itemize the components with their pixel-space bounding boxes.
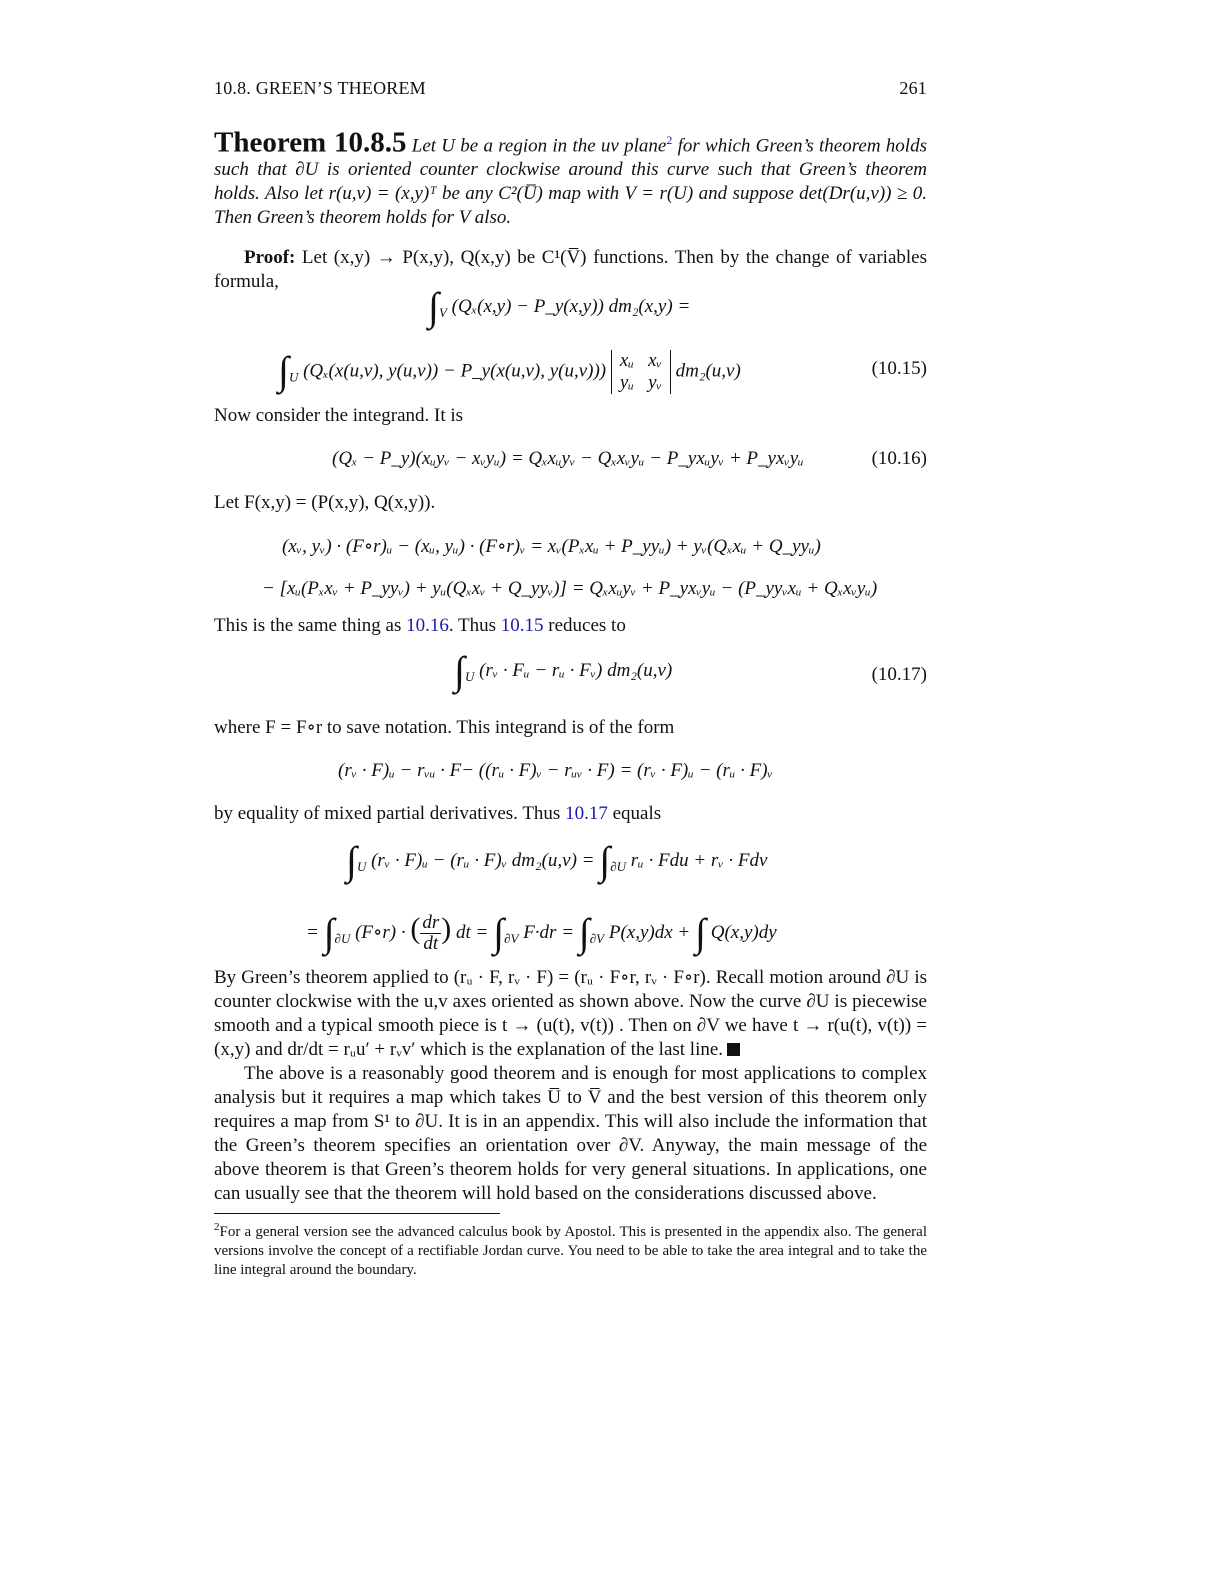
equation-link[interactable]: 10.17: [565, 803, 608, 824]
integral-domain: ∂U: [334, 931, 351, 946]
paragraph-text: By Green’s theorem applied to (rᵤ · F, rᵥ · F) = (rᵤ · F∘r, rᵥ · F∘r). Recall motion around ∂U is counter clockwise with the u,v axes oriented as shown above. Now the curve ∂U is piecewise smooth and a typical smooth piece is t → (u(t), v(t)) . Then on ∂V we have t → r(u(t), v(t)) = (x,y) and dr/dt = rᵤu′ + rᵥv′ which is the explanation of the last line.: [214, 967, 927, 1060]
equation-tail: dm₂(u,v): [675, 360, 741, 382]
equation-area-integral: [214, 284, 927, 336]
integral-domain: U: [356, 859, 367, 874]
footnote-rule: [214, 1213, 500, 1214]
text-where: where F = F∘r to save notation. This integrand is of the form: [214, 717, 675, 738]
det-entry: yᵤ: [619, 372, 634, 393]
equation-text: (rᵥ · Fᵤ − rᵤ · Fᵥ) dm₂(u,v): [479, 660, 673, 681]
equation-10-17: [214, 648, 927, 700]
section-title: 10.8. GREEN’S THEOREM: [214, 78, 426, 98]
proof-text: Let (x,y) → P(x,y), Q(x,y) be C¹(V̅) functions. Then by the change of variables formula,: [214, 247, 927, 292]
integral-sign: ∫: [278, 348, 289, 394]
proof-intro: [214, 246, 927, 294]
text-same-thing: [214, 614, 927, 638]
integral-sign: ∫: [695, 910, 706, 955]
integral-domain: U: [288, 369, 299, 385]
integral-sign: ∫: [493, 910, 505, 955]
text-fragment: equals: [607, 803, 662, 824]
equation-text: (rᵥ · F)ᵤ − rᵥᵤ · F− ((rᵤ · F)ᵥ − rᵤᵥ · F) = (rᵥ · F)ᵤ − (rᵤ · F)ᵥ: [338, 760, 773, 781]
paragraph-above: The above is a reasonably good theorem and is enough for most applications to complex analysis but it requires a map which takes U̅ to V̅ and the best version of this theorem only requires a map from S¹ to ∂U. It is in an appendix. This will also include the information that the Green’s theorem specifies an orientation over ∂V. Anyway, the main message of the above theorem is that Green’s theorem holds for very general situations. In applications, one can usually see that the theorem will hold based on the considerations discussed above.: [214, 1063, 927, 1204]
equation-expansion-2: [214, 578, 927, 618]
equation-link[interactable]: 10.16: [406, 615, 449, 636]
equation-text: rᵤ · Fdu + rᵥ · Fdv: [630, 850, 768, 871]
jacobian-determinant: [611, 350, 671, 394]
integral-sign: ∫: [599, 838, 611, 883]
page-number: 261: [899, 78, 927, 98]
equation-integrand-form: [214, 760, 927, 800]
running-header: [214, 78, 927, 99]
text-fragment: by equality of mixed partial derivatives. Thus: [214, 803, 566, 824]
integral-sign: ∫: [323, 910, 335, 955]
equation-number: (10.17): [871, 664, 927, 685]
integral-sign: ∫: [346, 838, 357, 883]
equation-10-15: [214, 348, 927, 394]
theorem-text-2: for which Green’s theorem holds such that ∂U is oriented counter clockwise around this curve such that Green’s theorem holds. Also let r(u,v) = (x,y)ᵀ be any C²(U̅) map with V = r(U) and suppose det(Dr(u,v)) ≥ 0. Then Green’s theorem holds for V also.: [214, 135, 927, 229]
fraction-denominator: dt: [423, 933, 439, 955]
text-fragment: This is the same thing as: [214, 615, 407, 636]
integral-domain: V: [438, 305, 447, 320]
det-entry: xᵤ: [619, 350, 634, 371]
text-fragment: reduces to: [543, 615, 626, 636]
equation-text: P(x,y)dx +: [608, 922, 691, 943]
integral-sign: ∫: [578, 910, 590, 955]
proof-label: Proof:: [244, 247, 296, 268]
footnote-text: For a general version see the advanced calculus book by Apostol. This is presented in the appendix also. The general versions involve the concept of a rectifiable Jordan curve. You need to be able to take the area integral and to take the line integral around the boundary.: [214, 1224, 927, 1278]
equation-line-integral-2: = $\int_{\partial U}$ (F∘r) · ( $\frac{dr}{dt}$ ) dt = $\int_{\partial V}$ $F\cdot dr = \int_{\partial V}$ P(x,y)dx + ∫ Q(x,y)dy: [306, 910, 777, 955]
integral-domain: U: [464, 669, 475, 684]
integral-sign: ∫: [454, 648, 465, 693]
footnote-mark: 2: [214, 1221, 220, 1233]
equation-text: (Qₓ(x,y) − P_y(x,y)) dm₂(x,y) =: [451, 296, 691, 317]
text-integrand: Now consider the integrand. It is: [214, 405, 464, 426]
equation-number: (10.15): [871, 358, 927, 379]
theorem-label: Theorem 10.8.5: [214, 126, 407, 159]
equation-text: (rᵥ · F)ᵤ − (rᵤ · F)ᵥ dm₂(u,v) =: [371, 850, 595, 871]
derivative-fraction: [420, 913, 441, 954]
equation-text: (F∘r) ·: [355, 922, 406, 943]
equation-10-16: [214, 448, 927, 488]
equation-text: (xᵥ, yᵥ) · (F∘r)ᵤ − (xᵤ, yᵤ) · (F∘r)ᵥ = xᵥ(Pₓxᵤ + P_yyᵤ) + yᵥ(Qₓxᵤ + Q_yyᵤ): [282, 536, 821, 557]
equation-text: − [xᵤ(Pₓxᵥ + P_yyᵥ) + yᵤ(Qₓxᵥ + Q_yyᵥ)] = Qₓxᵤyᵥ + P_yxᵥyᵤ − (P_yyᵥxᵤ + Qₓxᵥyᵤ): [262, 578, 878, 599]
integral-domain: ∂V: [504, 931, 519, 946]
det-entry: yᵥ: [648, 372, 662, 393]
footnote-ref[interactable]: 2: [666, 133, 673, 147]
equation-expansion-1: [214, 535, 927, 575]
theorem-text-1: Let U be a region in the uv plane: [411, 135, 667, 157]
text-fragment: . Thus: [448, 615, 501, 636]
footnote: [214, 1218, 927, 1280]
paragraph-green: [214, 966, 927, 1062]
equation-text: F·dr =: [523, 922, 575, 943]
qed-square-icon: [727, 1043, 740, 1056]
equation-text: (Qₓ − P_y)(xᵤyᵥ − xᵥyᵤ) = Qₓxᵤyᵥ − Qₓxᵥyᵤ − P_yxᵤyᵥ + P_yxᵥyᵤ: [332, 448, 804, 469]
fraction-numerator: dr: [422, 912, 440, 934]
integral-sign: ∫: [428, 284, 439, 329]
integral-domain: ∂U: [610, 859, 627, 874]
det-entry: xᵥ: [648, 350, 662, 371]
text-mixed-partials: [214, 802, 927, 826]
equation-link[interactable]: 10.15: [500, 615, 544, 636]
integral-domain: ∂V: [589, 931, 605, 946]
equation-text: Q(x,y)dy: [710, 922, 777, 943]
theorem-block: [214, 128, 927, 230]
equation-text: dt =: [455, 922, 489, 943]
equation-number: (10.16): [871, 448, 927, 469]
equation-text: (Qₓ(x(u,v), y(u,v)) − P_y(x(u,v), y(u,v))): [303, 360, 607, 382]
equation-line-integral-1: [214, 838, 927, 890]
text-let-F: Let F(x,y) = (P(x,y), Q(x,y)).: [214, 492, 436, 513]
